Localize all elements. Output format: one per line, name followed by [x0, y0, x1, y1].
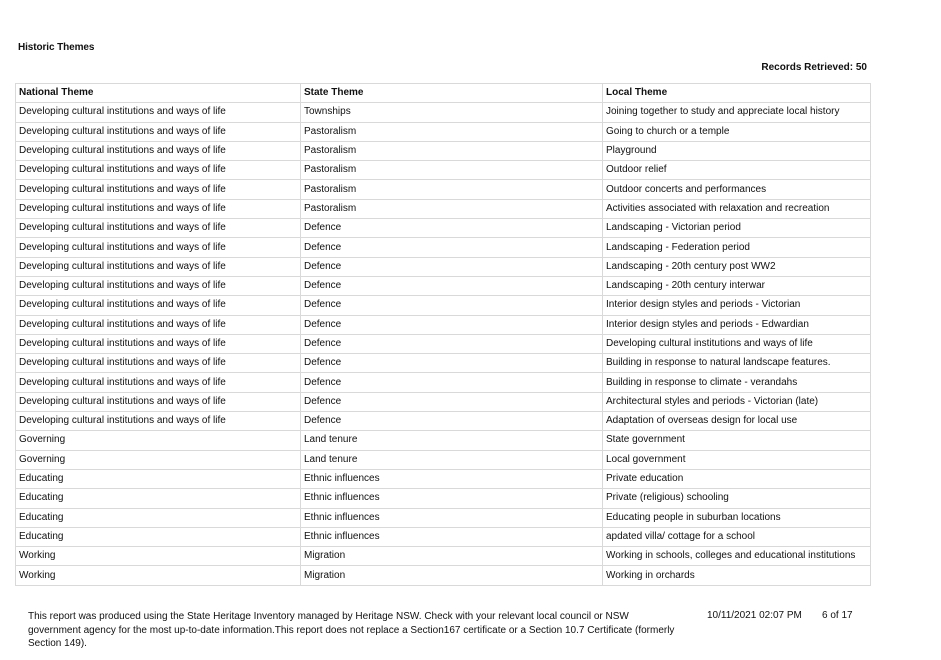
local-theme-cell: Building in response to natural landscape features. — [603, 354, 871, 373]
state-theme-cell: Migration — [301, 566, 603, 585]
table-row — [16, 508, 871, 527]
state-theme-cell: Pastoralism — [301, 141, 603, 160]
national-theme-cell: Developing cultural institutions and ways of life — [16, 199, 301, 218]
records-retrieved: Records Retrieved: 50 — [761, 62, 867, 73]
table-row — [16, 219, 871, 238]
state-theme-cell: Migration — [301, 547, 603, 566]
column-header-national-theme: National Theme — [16, 84, 301, 103]
national-theme-cell: Developing cultural institutions and ways of life — [16, 373, 301, 392]
local-theme-cell: Working in schools, colleges and educational institutions — [603, 547, 871, 566]
state-theme-cell: Pastoralism — [301, 161, 603, 180]
state-theme-cell: Pastoralism — [301, 199, 603, 218]
local-theme-cell: Joining together to study and appreciate local history — [603, 103, 871, 122]
table-row — [16, 161, 871, 180]
table-row — [16, 276, 871, 295]
national-theme-cell: Educating — [16, 527, 301, 546]
local-theme-cell: Landscaping - Victorian period — [603, 219, 871, 238]
page-number: 6 of 17 — [822, 610, 853, 621]
local-theme-cell: Educating people in suburban locations — [603, 508, 871, 527]
national-theme-cell: Developing cultural institutions and ways of life — [16, 276, 301, 295]
state-theme-cell: Ethnic influences — [301, 527, 603, 546]
national-theme-cell: Developing cultural institutions and ways of life — [16, 238, 301, 257]
national-theme-cell: Developing cultural institutions and ways of life — [16, 257, 301, 276]
table-row — [16, 315, 871, 334]
table-row — [16, 180, 871, 199]
national-theme-cell: Developing cultural institutions and ways of life — [16, 354, 301, 373]
national-theme-cell: Developing cultural institutions and ways of life — [16, 392, 301, 411]
local-theme-cell: Adaptation of overseas design for local use — [603, 412, 871, 431]
national-theme-cell: Educating — [16, 469, 301, 488]
local-theme-cell: Interior design styles and periods - Edwardian — [603, 315, 871, 334]
local-theme-cell: Landscaping - Federation period — [603, 238, 871, 257]
national-theme-cell: Developing cultural institutions and ways of life — [16, 141, 301, 160]
local-theme-cell: Private (religious) schooling — [603, 489, 871, 508]
historic-themes-table — [15, 83, 871, 586]
local-theme-cell: Architectural styles and periods - Victorian (late) — [603, 392, 871, 411]
table-row — [16, 527, 871, 546]
national-theme-cell: Working — [16, 566, 301, 585]
table-row — [16, 141, 871, 160]
national-theme-cell: Educating — [16, 489, 301, 508]
local-theme-cell: Private education — [603, 469, 871, 488]
state-theme-cell: Land tenure — [301, 450, 603, 469]
national-theme-cell: Developing cultural institutions and ways of life — [16, 296, 301, 315]
national-theme-cell: Developing cultural institutions and ways of life — [16, 180, 301, 199]
local-theme-cell: Playground — [603, 141, 871, 160]
state-theme-cell: Defence — [301, 334, 603, 353]
local-theme-cell: Outdoor concerts and performances — [603, 180, 871, 199]
state-theme-cell: Defence — [301, 219, 603, 238]
state-theme-cell: Defence — [301, 392, 603, 411]
state-theme-cell: Pastoralism — [301, 180, 603, 199]
column-header-state-theme: State Theme — [301, 84, 603, 103]
state-theme-cell: Defence — [301, 412, 603, 431]
local-theme-cell: Developing cultural institutions and ways of life — [603, 334, 871, 353]
local-theme-cell: Landscaping - 20th century interwar — [603, 276, 871, 295]
footer-datetime: 10/11/2021 02:07 PM — [707, 610, 802, 621]
table-row — [16, 296, 871, 315]
state-theme-cell: Defence — [301, 315, 603, 334]
national-theme-cell: Developing cultural institutions and ways of life — [16, 161, 301, 180]
table-body — [16, 103, 871, 585]
state-theme-cell: Defence — [301, 296, 603, 315]
table-row — [16, 469, 871, 488]
state-theme-cell: Defence — [301, 257, 603, 276]
table-row — [16, 334, 871, 353]
table-row — [16, 431, 871, 450]
national-theme-cell: Governing — [16, 450, 301, 469]
state-theme-cell: Townships — [301, 103, 603, 122]
national-theme-cell: Developing cultural institutions and ways of life — [16, 219, 301, 238]
state-theme-cell: Ethnic influences — [301, 508, 603, 527]
national-theme-cell: Educating — [16, 508, 301, 527]
table-row — [16, 412, 871, 431]
local-theme-cell: Outdoor relief — [603, 161, 871, 180]
national-theme-cell: Developing cultural institutions and ways of life — [16, 412, 301, 431]
table-row — [16, 122, 871, 141]
local-theme-cell: Local government — [603, 450, 871, 469]
table-row — [16, 450, 871, 469]
table-row — [16, 373, 871, 392]
local-theme-cell: Activities associated with relaxation and recreation — [603, 199, 871, 218]
table-row — [16, 103, 871, 122]
state-theme-cell: Ethnic influences — [301, 489, 603, 508]
state-theme-cell: Defence — [301, 373, 603, 392]
table-row — [16, 547, 871, 566]
table-row — [16, 392, 871, 411]
table-row — [16, 257, 871, 276]
local-theme-cell: apdated villa/ cottage for a school — [603, 527, 871, 546]
page-title: Historic Themes — [18, 42, 95, 53]
table-header-row — [16, 84, 871, 103]
state-theme-cell: Ethnic influences — [301, 469, 603, 488]
state-theme-cell: Defence — [301, 354, 603, 373]
local-theme-cell: State government — [603, 431, 871, 450]
state-theme-cell: Defence — [301, 276, 603, 295]
table-row — [16, 199, 871, 218]
national-theme-cell: Working — [16, 547, 301, 566]
column-header-local-theme: Local Theme — [603, 84, 871, 103]
table-row — [16, 489, 871, 508]
local-theme-cell: Landscaping - 20th century post WW2 — [603, 257, 871, 276]
national-theme-cell: Developing cultural institutions and ways of life — [16, 334, 301, 353]
footer-disclaimer: This report was produced using the State Heritage Inventory managed by Heritage NSW. Check with your relevant local council or NSW government agency for the most up-to-date information.This report does not replace a Section167 certificate or a Section 10.7 Certificate (formerly Section 149). — [28, 611, 675, 649]
state-theme-cell: Land tenure — [301, 431, 603, 450]
national-theme-cell: Developing cultural institutions and ways of life — [16, 315, 301, 334]
table-row — [16, 566, 871, 585]
national-theme-cell: Developing cultural institutions and ways of life — [16, 103, 301, 122]
state-theme-cell: Pastoralism — [301, 122, 603, 141]
table-row — [16, 238, 871, 257]
table-row — [16, 354, 871, 373]
local-theme-cell: Going to church or a temple — [603, 122, 871, 141]
national-theme-cell: Developing cultural institutions and ways of life — [16, 122, 301, 141]
local-theme-cell: Building in response to climate - verandahs — [603, 373, 871, 392]
local-theme-cell: Interior design styles and periods - Victorian — [603, 296, 871, 315]
national-theme-cell: Governing — [16, 431, 301, 450]
state-theme-cell: Defence — [301, 238, 603, 257]
local-theme-cell: Working in orchards — [603, 566, 871, 585]
